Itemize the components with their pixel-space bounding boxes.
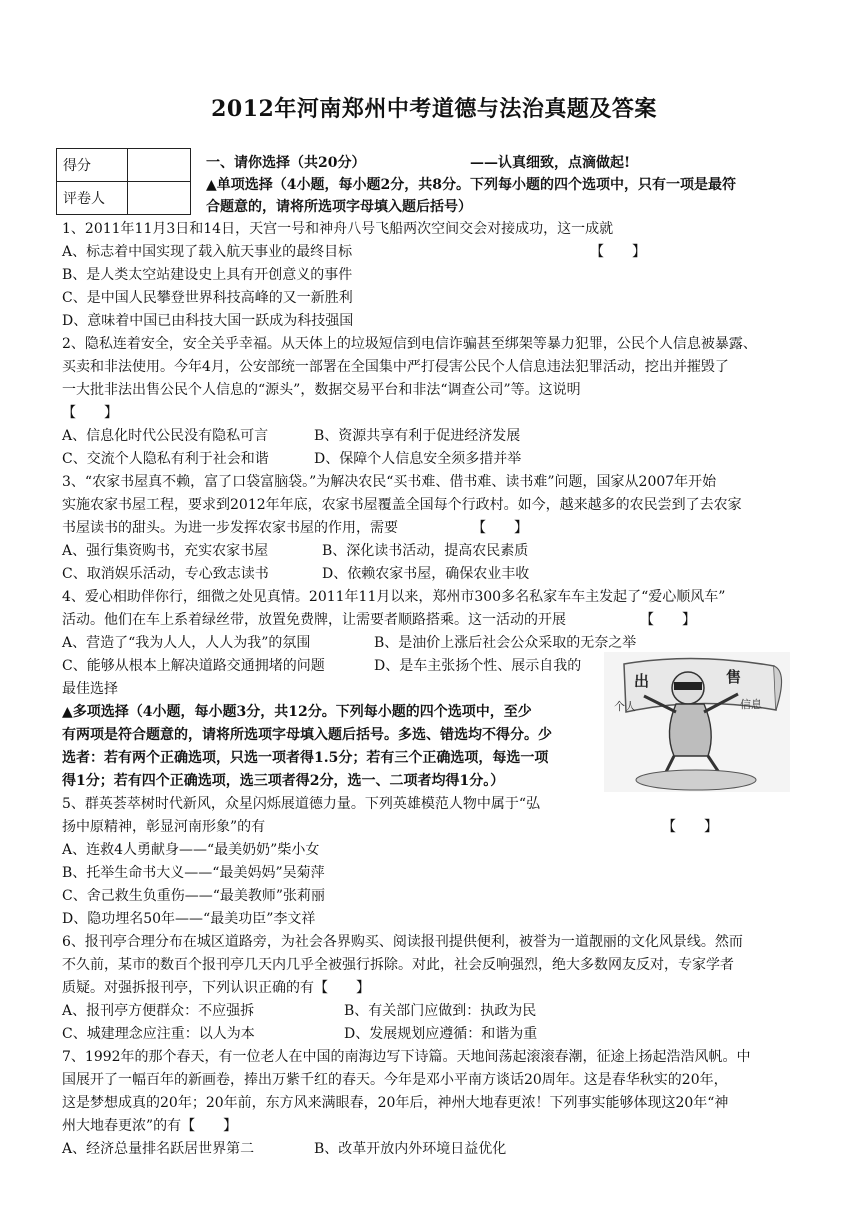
- q1-option-d: D、意味着中国已由科技大国一跃成为科技强国: [62, 313, 354, 329]
- q5-option-d: D、隐功埋名50年——“最美功臣”李文祥: [62, 911, 316, 927]
- q3-stem-1: 3、“农家书屋真不赖，富了口袋富脑袋。”为解决农民“买书难、借书难、读书难”问题，国家从2007年开始: [62, 474, 717, 490]
- grader-label: 评卷人: [57, 182, 128, 215]
- q7-stem-4: 州大地春更浓”的有【 】: [62, 1118, 238, 1134]
- q4-stem-2: 活动。他们在车上系着绿丝带，放置免费牌，让需要者顺路搭乘。这一活动的开展: [62, 612, 566, 628]
- q1-option-a: A、标志着中国实现了载入航天事业的最终目标: [62, 244, 353, 260]
- q6-option-b: B、有关部门应做到：执政为民: [344, 1003, 537, 1019]
- multi-choice-instructions-4: 得1分；若有四个正确选项，选三项者得2分，选一、二项者均得1分。）: [62, 773, 505, 789]
- q4-option-b: B、是油价上涨后社会公众采取的无奈之举: [374, 635, 637, 651]
- q2-option-a: A、信息化时代公民没有隐私可言: [62, 428, 269, 444]
- q4-option-a: A、营造了“我为人人，人人为我”的氛围: [62, 635, 311, 651]
- single-choice-instructions-2: 合题意的，请将所选项字母填入题后括号）: [206, 199, 472, 215]
- q4-option-c: C、能够从根本上解决道路交通拥堵的问题: [62, 658, 325, 674]
- q4-answer-bracket[interactable]: 【 】: [640, 612, 696, 628]
- multi-choice-instructions-2: 有两项是符合题意的，请将所选项字母填入题后括号。多选、错选均不得分。少: [62, 727, 552, 743]
- q1-answer-bracket[interactable]: 【 】: [590, 244, 646, 260]
- q2-stem-2: 买卖和非法使用。今年4月，公安部统一部署在全国集中严打侵害公民个人信息违法犯罪活动，挖出并摧毁了: [62, 359, 729, 375]
- q6-stem-2: 不久前，某市的数百个报刊亭几天内几乎全被强行拆除。对此，社会反响强烈，绝大多数网友反对，专家学者: [62, 957, 734, 973]
- q6-option-a: A、报刊亭方便群众：不应强拆: [62, 1003, 255, 1019]
- q7-stem-2: 国展开了一幅百年的新画卷，捧出万紫千红的春天。今年是邓小平南方谈话20周年。这是春华秋实的20年，: [62, 1072, 728, 1088]
- q7-stem-1: 7、1992年的那个春天，有一位老人在中国的南海边写下诗篇。天地间荡起滚滚春潮，征途上扬起浩浩风帆。中: [62, 1049, 751, 1065]
- q2-option-b: B、资源共享有利于促进经济发展: [314, 428, 521, 444]
- q2-option-c: C、交流个人隐私有利于社会和谐: [62, 451, 269, 467]
- q6-option-c: C、城建理念应注重：以人为本: [62, 1026, 255, 1042]
- single-choice-instructions: ▲单项选择（4小题，每小题2分，共8分。下列每小题的四个选项中，只有一项是最符: [206, 177, 736, 193]
- q4-option-d: D、是车主张扬个性、展示自我的: [374, 658, 582, 674]
- grader-cell: [128, 182, 191, 215]
- figure-text-left: 出: [634, 672, 650, 690]
- section-motto: ——认真细致，点滴做起!: [470, 155, 631, 171]
- q3-option-a: A、强行集资购书，充实农家书屋: [62, 543, 269, 559]
- q5-option-c: C、舍己救生负重伤——“最美教师”张莉丽: [62, 888, 326, 904]
- figure-text-person: 个人: [614, 700, 636, 713]
- q6-option-d: D、发展规划应遵循：和谐为重: [344, 1026, 538, 1042]
- score-cell: [128, 149, 191, 182]
- cartoon-svg: [604, 652, 790, 792]
- q5-stem-1: 5、群英荟萃树时代新风，众星闪烁展道德力量。下列英雄模范人物中属于“弘: [62, 796, 541, 812]
- q3-option-b: B、深化读书活动，提高农民素质: [322, 543, 529, 559]
- q3-option-c: C、取消娱乐活动，专心致志读书: [62, 566, 269, 582]
- q5-stem-2: 扬中原精神，彰显河南形象”的有: [62, 819, 266, 835]
- q3-stem-2: 实施农家书屋工程，要求到2012年年底，农家书屋覆盖全国每个行政村。如今，越来越多的农民尝到了去农家: [62, 497, 742, 513]
- section-heading: 一、请你选择（共20分）: [206, 155, 366, 171]
- q6-stem-3: 质疑。对强拆报刊亭，下列认识正确的有【 】: [62, 980, 370, 996]
- q6-stem-1: 6、报刊亭合理分布在城区道路旁，为社会各界购买、阅读报刊提供便利，被誉为一道靓丽的文化风景线。然而: [62, 934, 743, 950]
- q2-stem-3: 一大批非法出售公民个人信息的“源头”，数据交易平台和非法“调查公司”等。这说明: [62, 382, 581, 398]
- q1-option-b: B、是人类太空站建设史上具有开创意义的事件: [62, 267, 353, 283]
- score-table: [56, 148, 191, 215]
- q5-answer-bracket[interactable]: 【 】: [662, 819, 718, 835]
- multi-choice-instructions-3: 选者：若有两个正确选项，只选一项者得1.5分；若有三个正确选项，每选一项: [62, 750, 549, 766]
- page-title: 2012年河南郑州中考道德与法治真题及答案: [211, 96, 657, 122]
- q2-stem-1: 2、隐私连着安全，安全关乎幸福。从天体上的垃圾短信到电信诈骗甚至绑架等暴力犯罪，公民个人信息被暴露、: [62, 336, 757, 352]
- q5-option-b: B、托举生命书大义——“最美妈妈”吴菊萍: [62, 865, 325, 881]
- q1-option-c: C、是中国人民攀登世界科技高峰的又一新胜利: [62, 290, 353, 306]
- multi-choice-instructions-1: ▲多项选择（4小题，每小题3分，共12分。下列每小题的四个选项中，至少: [62, 704, 532, 720]
- q3-option-d: D、依赖农家书屋，确保农业丰收: [322, 566, 530, 582]
- figure-text-right: 售: [726, 668, 742, 686]
- q5-option-a: A、连救4人勇献身——“最美奶奶”柴小女: [62, 842, 320, 858]
- score-label: 得分: [57, 149, 128, 182]
- q4-stem-1: 4、爱心相助伴你行，细微之处见真情。2011年11月以来，郑州市300多名私家车车主发起了“爱心顺风车”: [62, 589, 726, 605]
- q7-option-a: A、经济总量排名跃居世界第二: [62, 1141, 255, 1157]
- q3-answer-bracket[interactable]: 【 】: [472, 520, 528, 536]
- q7-option-b: B、改革开放内外环境日益优化: [314, 1141, 507, 1157]
- q2-answer-bracket[interactable]: 【 】: [62, 405, 118, 421]
- q4-option-d-cont: 最佳选择: [62, 681, 118, 697]
- figure-text-info: 信息: [740, 698, 762, 711]
- cartoon-illustration: [604, 652, 790, 792]
- q1-stem: 1、2011年11月3日和14日，天宫一号和神舟八号飞船两次空间交会对接成功，这一成就: [62, 221, 614, 237]
- q7-stem-3: 这是梦想成真的20年；20年前，东方风来满眼春，20年后，神州大地春更浓！下列事实能够体现这20年“神: [62, 1095, 729, 1111]
- q3-stem-3: 书屋读书的甜头。为进一步发挥农家书屋的作用，需要: [62, 520, 398, 536]
- q2-option-d: D、保障个人信息安全须多措并举: [314, 451, 522, 467]
